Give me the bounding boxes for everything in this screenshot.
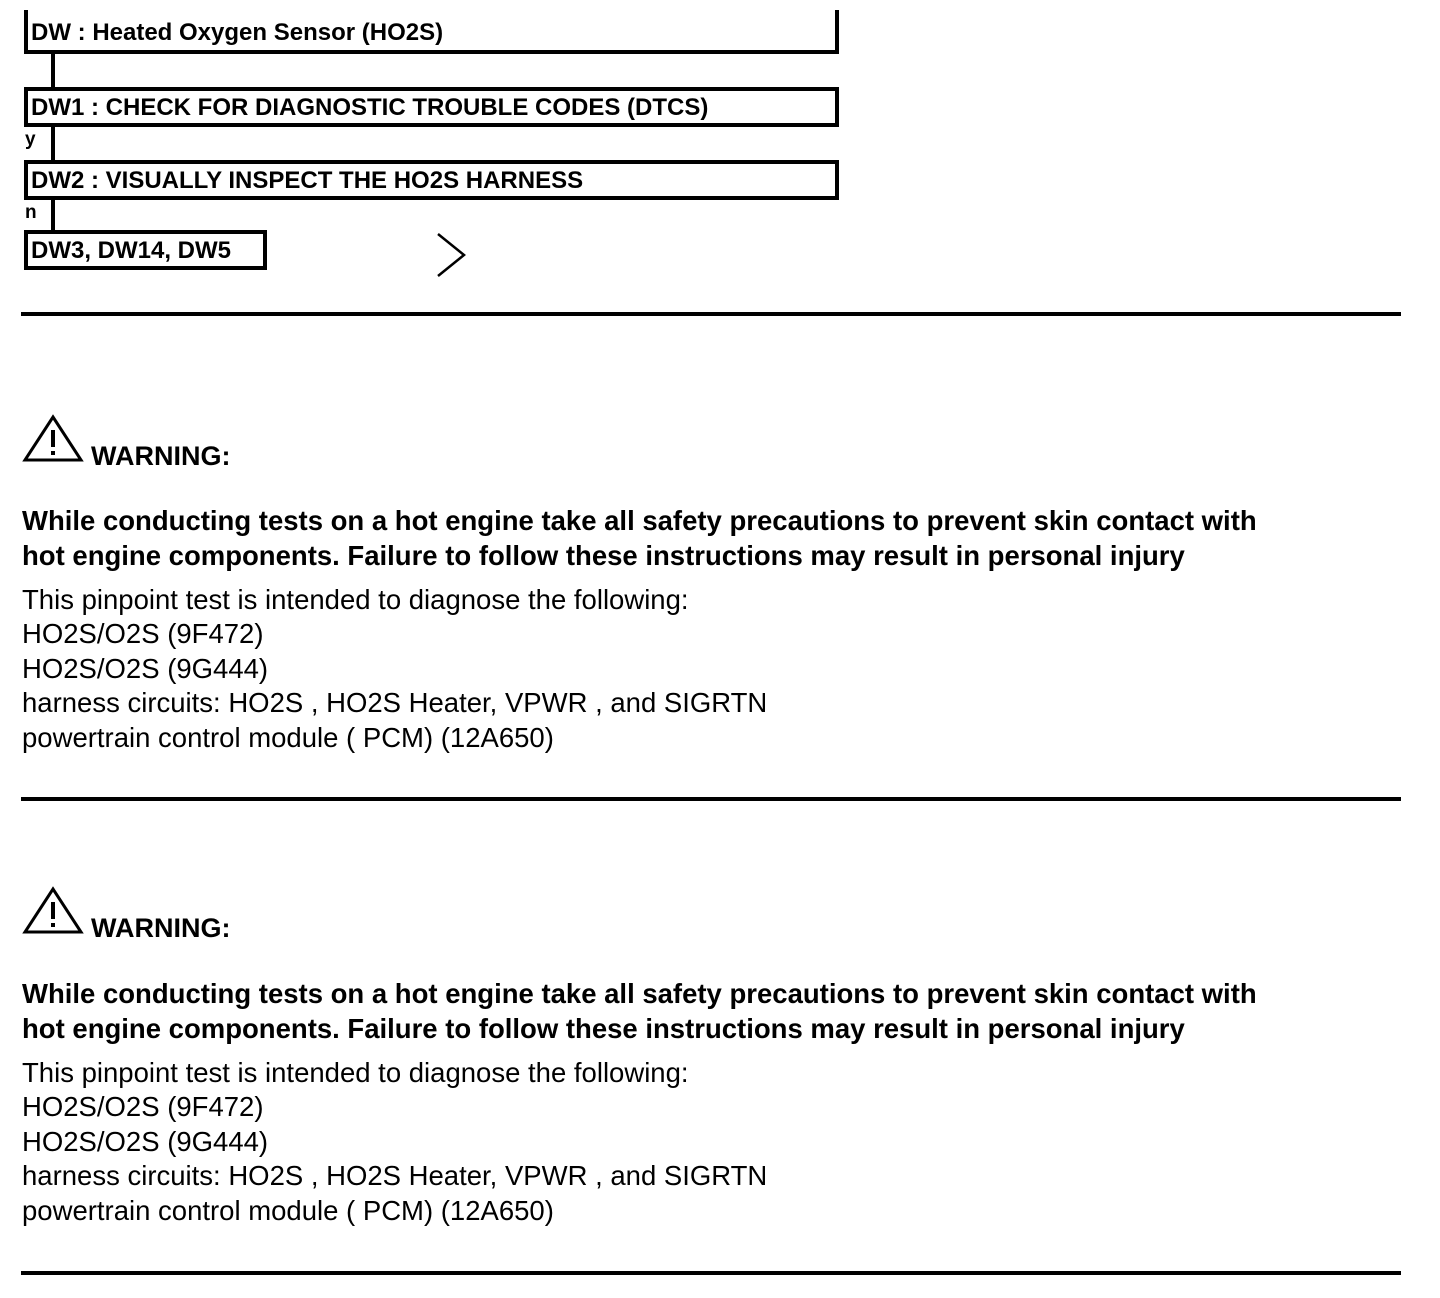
flow-step-dw3-dw14-dw5[interactable]: DW3, DW14, DW5 xyxy=(24,230,267,270)
chevron-right-icon[interactable] xyxy=(434,231,470,279)
warning-text-line: While conducting tests on a hot engine take all safety precautions to prevent skin contact with xyxy=(22,505,1257,536)
flow-connector xyxy=(51,200,55,230)
warning-triangle-icon xyxy=(22,414,84,464)
intro-text: This pinpoint test is intended to diagnose the following: xyxy=(22,584,689,615)
pinpoint-test-description xyxy=(22,583,767,755)
warning-text-line: hot engine components. Failure to follow these instructions may result in personal injury xyxy=(22,540,1185,571)
flow-step-dw: DW : Heated Oxygen Sensor (HO2S) xyxy=(24,10,839,54)
flow-connector xyxy=(51,54,55,87)
flow-answer-yes: y xyxy=(25,129,36,150)
section-divider xyxy=(21,312,1401,316)
flow-step-dw1[interactable]: DW1 : CHECK FOR DIAGNOSTIC TROUBLE CODES (DTCS) xyxy=(24,87,839,127)
flow-step-dw2[interactable]: DW2 : VISUALLY INSPECT THE HO2S HARNESS xyxy=(24,160,839,200)
list-item: HO2S/O2S (9G444) xyxy=(22,1125,269,1157)
intro-text: This pinpoint test is intended to diagnose the following: xyxy=(22,1057,689,1088)
warning-text xyxy=(22,976,1417,1046)
warning-text-line: hot engine components. Failure to follow these instructions may result in personal injury xyxy=(22,1013,1185,1044)
warning-text xyxy=(22,503,1417,573)
flow-connector xyxy=(51,127,55,160)
list-item: HO2S/O2S (9F472) xyxy=(22,1091,264,1123)
list-item: HO2S/O2S (9G444) xyxy=(22,652,269,684)
list-item: powertrain control module ( PCM) (12A650) xyxy=(22,1194,554,1226)
flow-answer-no: n xyxy=(25,202,37,223)
warning-text-line: While conducting tests on a hot engine take all safety precautions to prevent skin contact with xyxy=(22,978,1257,1009)
section-divider xyxy=(21,797,1401,801)
list-item: powertrain control module ( PCM) (12A650) xyxy=(22,721,554,753)
list-item: harness circuits: HO2S , HO2S Heater, VPWR , and SIGRTN xyxy=(22,1160,768,1192)
section-divider xyxy=(21,1271,1401,1275)
warning-triangle-icon xyxy=(22,886,84,936)
list-item: HO2S/O2S (9F472) xyxy=(22,618,264,650)
warning-title: WARNING: xyxy=(91,441,231,471)
pinpoint-test-description xyxy=(22,1056,767,1228)
warning-title: WARNING: xyxy=(91,913,231,943)
list-item: harness circuits: HO2S , HO2S Heater, VPWR , and SIGRTN xyxy=(22,687,768,719)
